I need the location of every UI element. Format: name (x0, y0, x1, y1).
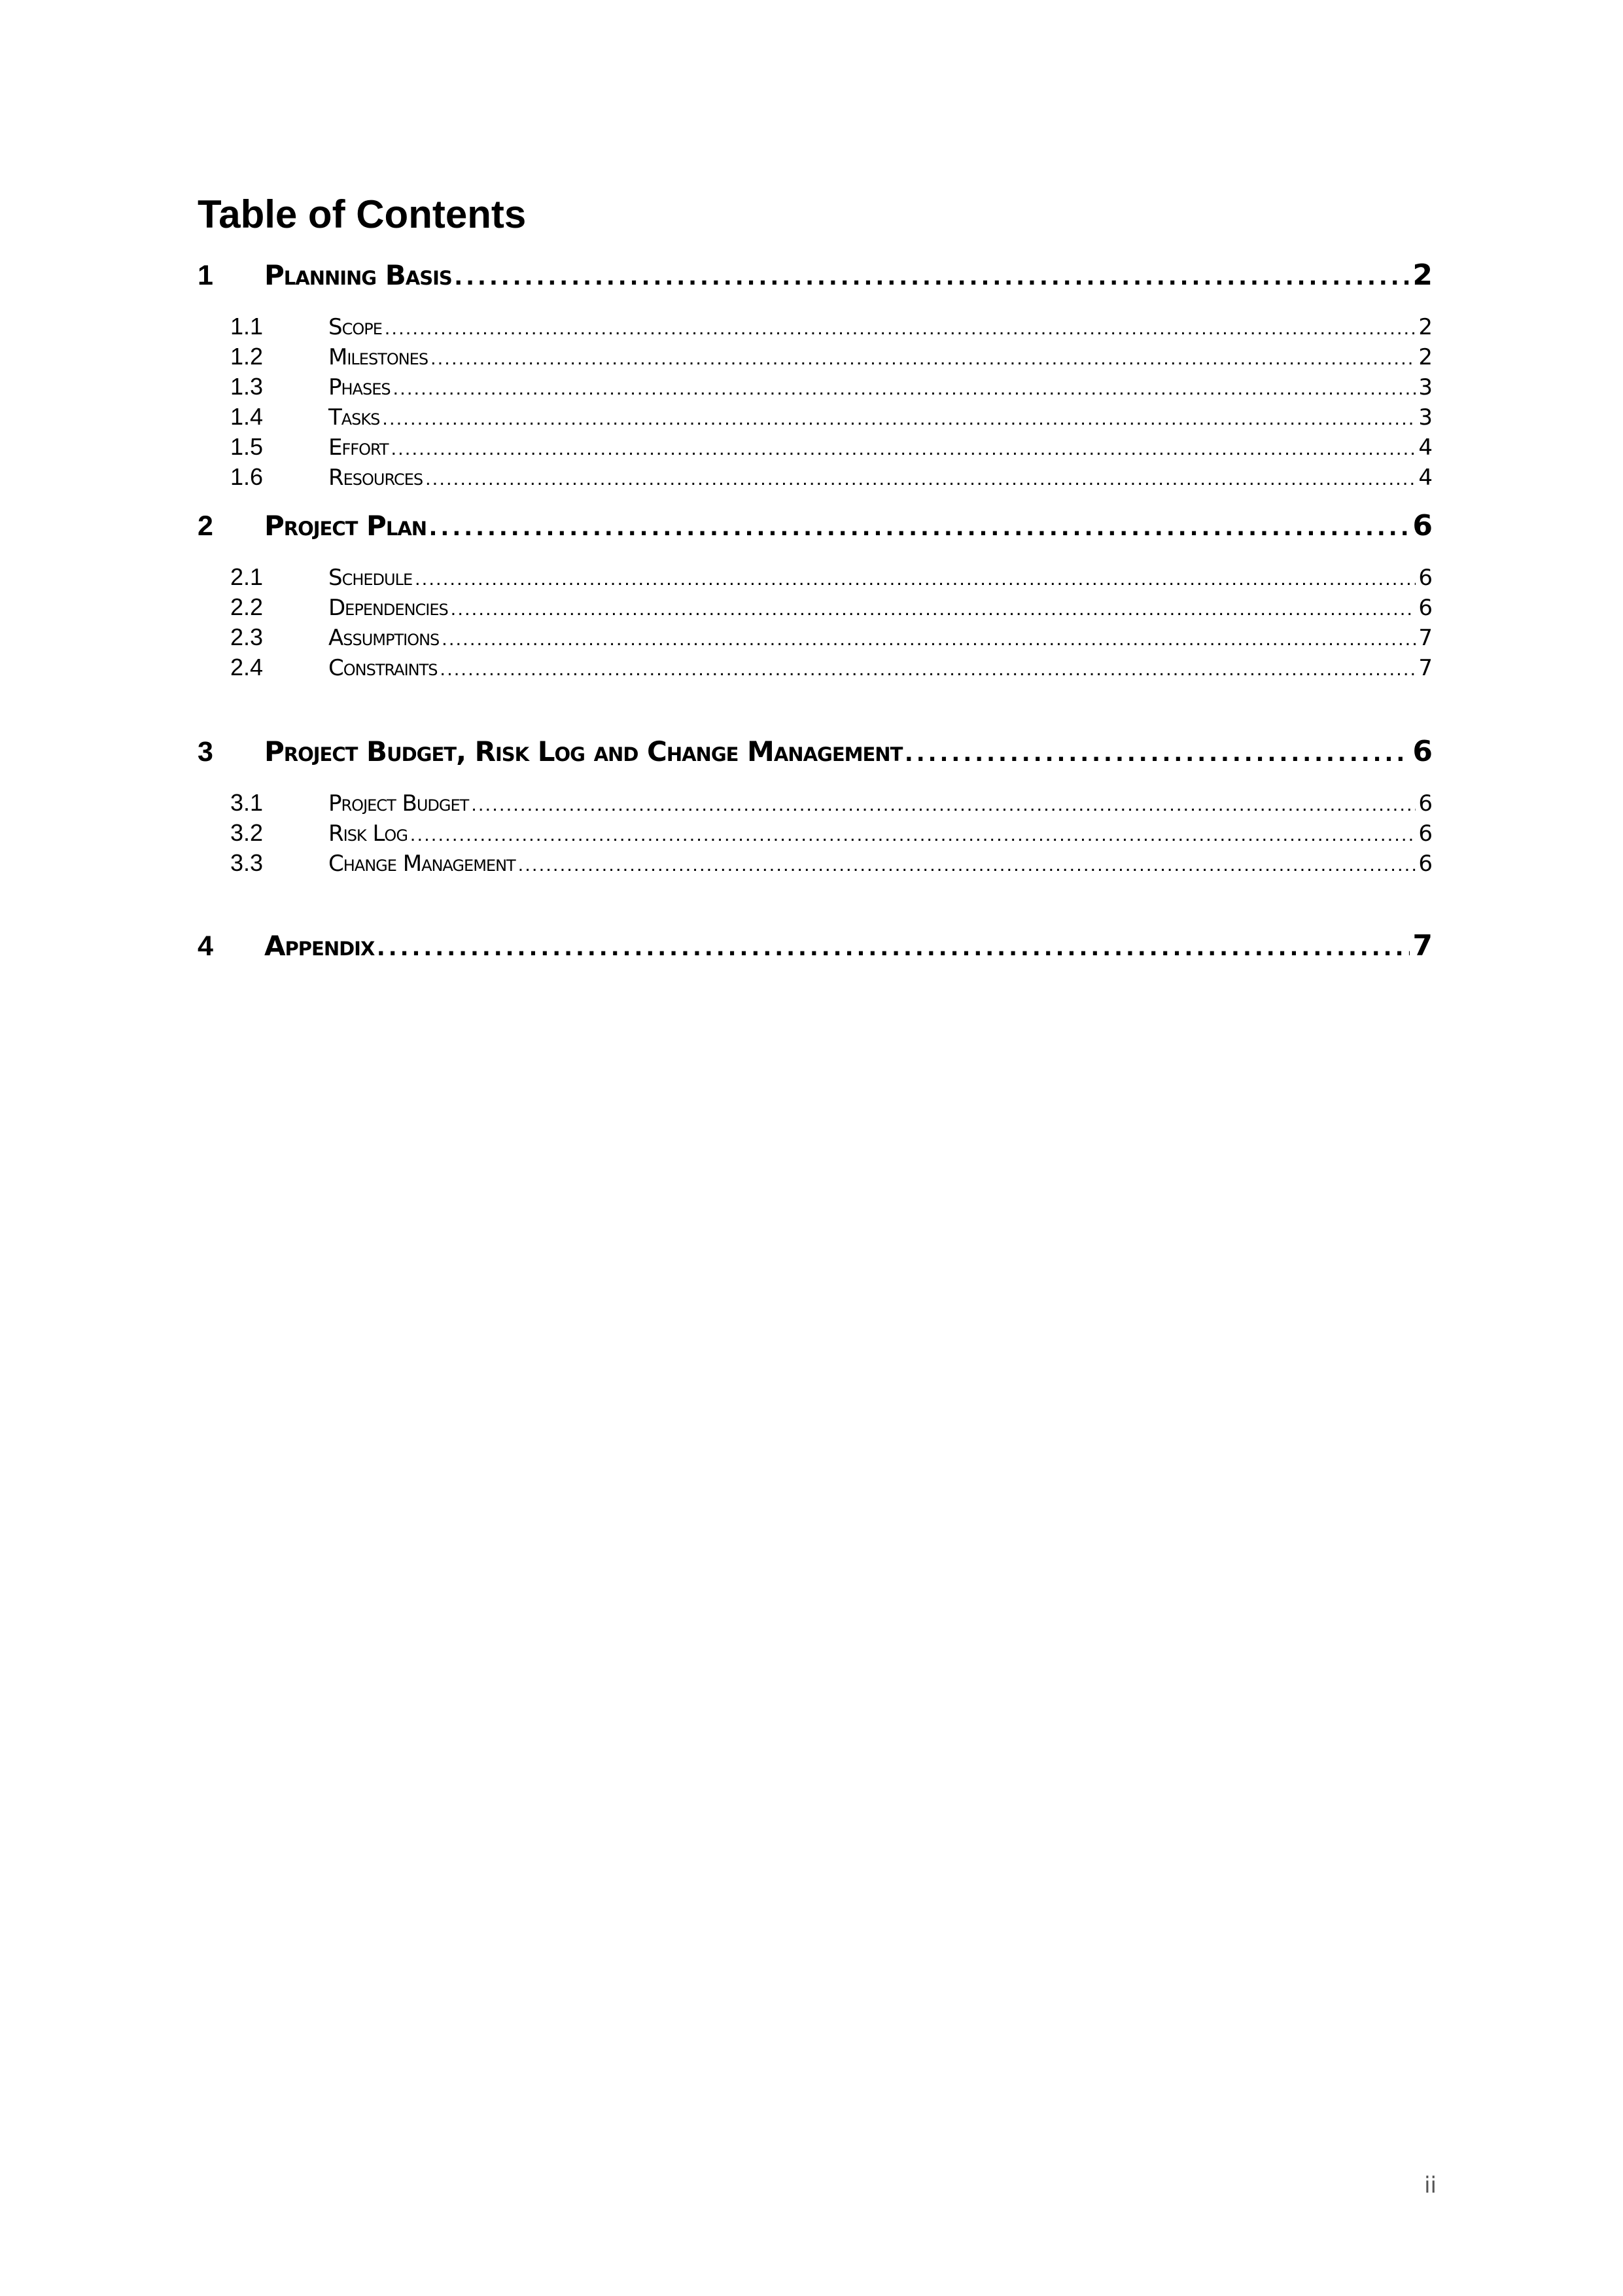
toc-section-label: Project Plan (264, 510, 427, 542)
toc-page-number: 7 (1412, 929, 1433, 963)
toc-page-number: 4 (1418, 434, 1433, 461)
page-title: Table of Contents (198, 192, 527, 236)
toc-leader-dots (377, 930, 1410, 963)
toc-subsection-number: 3.2 (230, 819, 264, 846)
toc-page-number: 6 (1418, 821, 1433, 847)
toc-subsection-number: 2.3 (230, 624, 264, 650)
toc-subsection-number: 2.2 (230, 593, 264, 620)
toc-leader-dots (471, 794, 1416, 816)
toc-leader-dots (451, 598, 1416, 620)
toc-leader-dots (385, 317, 1416, 340)
toc-subsection-number: 3.3 (230, 849, 264, 876)
toc-subsection-1-3[interactable] (198, 373, 1433, 400)
footer-page-number: ii (1424, 2172, 1437, 2199)
toc-subsection-number: 1.5 (230, 433, 264, 460)
toc-leader-dots (382, 408, 1416, 430)
toc-section-number: 2 (198, 510, 213, 542)
toc-section-2[interactable] (198, 509, 1433, 542)
toc-subsection-label: Dependencies (328, 595, 448, 621)
toc-page-number: 7 (1418, 625, 1433, 651)
toc-page-number: 3 (1418, 404, 1433, 431)
toc-leader-dots (410, 824, 1416, 846)
toc-leader-dots (455, 260, 1410, 292)
toc-subsection-number: 3.1 (230, 789, 264, 816)
toc-subsection-number: 1.6 (230, 463, 264, 490)
toc-subsection-label: Project Budget (328, 790, 469, 817)
toc-page-number: 6 (1412, 509, 1433, 542)
toc-subsection-label: Schedule (328, 565, 413, 591)
toc-subsection-label: Change Management (328, 851, 515, 877)
toc-subsection-label: Constraints (328, 655, 438, 681)
toc-subsection-3-1[interactable] (198, 789, 1433, 817)
toc-subsection-1-5[interactable] (198, 433, 1433, 461)
toc-section-number: 3 (198, 736, 213, 768)
toc-subsection-2-1[interactable] (198, 563, 1433, 591)
toc-subsection-label: Phases (328, 374, 391, 400)
toc-section-4[interactable] (198, 929, 1433, 963)
toc-leader-dots (425, 468, 1416, 490)
toc-section-number: 1 (198, 260, 213, 291)
toc-page-number: 3 (1418, 374, 1433, 400)
toc-subsection-number: 2.4 (230, 654, 264, 680)
toc-page-number: 6 (1412, 735, 1433, 768)
toc-subsection-1-1[interactable] (198, 313, 1433, 340)
toc-subsection-2-2[interactable] (198, 593, 1433, 621)
toc-subsection-1-4[interactable] (198, 403, 1433, 431)
toc-subsection-1-2[interactable] (198, 343, 1433, 370)
toc-section-3[interactable] (198, 735, 1433, 768)
toc-subsection-3-2[interactable] (198, 819, 1433, 847)
toc-leader-dots (518, 854, 1416, 876)
toc-section-1[interactable] (198, 258, 1433, 292)
toc-subsection-2-3[interactable] (198, 624, 1433, 651)
toc-leader-dots (429, 510, 1410, 542)
toc-leader-dots (440, 658, 1416, 680)
toc-page-number: 2 (1418, 344, 1433, 370)
toc-leader-dots (415, 568, 1416, 590)
toc-subsection-number: 2.1 (230, 563, 264, 590)
toc-page-number: 6 (1418, 851, 1433, 877)
toc-page-number: 2 (1412, 258, 1433, 292)
toc-page-number: 7 (1418, 655, 1433, 681)
toc-subsection-2-4[interactable] (198, 654, 1433, 681)
toc-section-label: Appendix (264, 930, 375, 962)
toc-subsection-label: Effort (328, 434, 389, 461)
toc-subsection-number: 1.4 (230, 403, 264, 430)
toc-subsection-label: Scope (328, 314, 382, 340)
toc-subsection-number: 1.2 (230, 343, 264, 370)
toc-leader-dots (905, 736, 1410, 768)
toc-page-number: 6 (1418, 595, 1433, 621)
toc-section-label: Planning Basis (264, 259, 452, 291)
toc-leader-dots (430, 347, 1416, 370)
toc-subsection-number: 1.3 (230, 373, 264, 400)
toc-leader-dots (393, 378, 1416, 400)
toc-section-number: 4 (198, 930, 213, 962)
toc-subsection-3-3[interactable] (198, 849, 1433, 877)
toc-subsection-label: Resources (328, 465, 423, 491)
toc-subsection-number: 1.1 (230, 313, 264, 340)
toc-leader-dots (442, 628, 1416, 650)
toc-subsection-label: Milestones (328, 344, 428, 370)
toc-leader-dots (391, 438, 1416, 460)
toc-page-number: 2 (1418, 314, 1433, 340)
toc-subsection-label: Tasks (328, 404, 380, 431)
toc-page-number: 6 (1418, 565, 1433, 591)
toc-page-number: 6 (1418, 790, 1433, 817)
toc-subsection-label: Risk Log (328, 821, 408, 847)
toc-page-number: 4 (1418, 465, 1433, 491)
toc-subsection-1-6[interactable] (198, 463, 1433, 491)
toc-subsection-label: Assumptions (328, 625, 440, 651)
toc-section-label: Project Budget, Risk Log and Change Management (264, 735, 903, 768)
